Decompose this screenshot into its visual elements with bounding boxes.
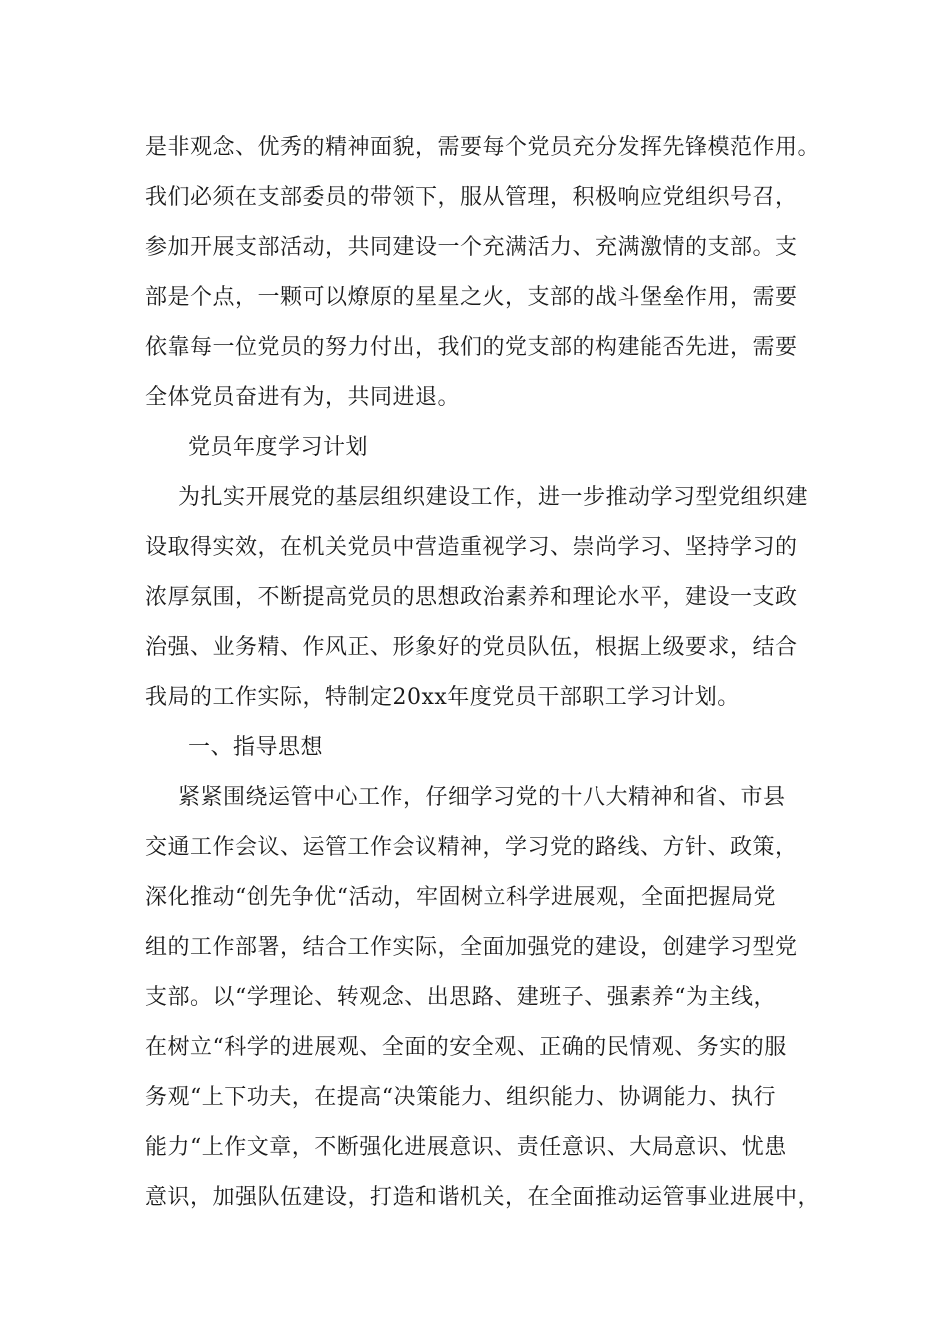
paragraph-line: 设取得实效，在机关党员中营造重视学习、崇尚学习、坚持学习的 (145, 535, 798, 560)
paragraph-line: 意识，加强队伍建设，打造和谐机关，在全面推动运管事业进展中， (145, 1185, 821, 1210)
paragraph-line: 务观“上下功夫，在提高“决策能力、组织能力、协调能力、执行 (145, 1085, 776, 1110)
paragraph-line: 治强、业务精、作风正、形象好的党员队伍，根据上级要求，结合 (145, 635, 798, 660)
paragraph-line: 组的工作部署，结合工作实际，全面加强党的建设，创建学习型党 (145, 935, 798, 960)
paragraph-line: 能力“上作文章，不断强化进展意识、责任意识、大局意识、忧患 (145, 1135, 787, 1160)
section-heading: 党员年度学习计划 (188, 435, 369, 460)
paragraph-line: 是非观念、优秀的精神面貌，需要每个党员充分发挥先锋模范作用。 (145, 135, 821, 160)
paragraph-line: 部是个点，一颗可以燎原的星星之火，支部的战斗堡垒作用，需要 (145, 285, 798, 310)
paragraph-line: 深化推动“创先争优“活动，牢固树立科学进展观，全面把握局党 (145, 885, 776, 910)
paragraph-line: 交通工作会议、运管工作会议精神，学习党的路线、方针、政策， (145, 835, 798, 860)
paragraph-line: 为扎实开展党的基层组织建设工作，进一步推动学习型党组织建 (178, 485, 809, 510)
paragraph-line: 全体党员奋进有为，共同进退。 (145, 385, 461, 410)
paragraph-line: 支部。以“学理论、转观念、出思路、建班子、强素养“为主线， (145, 985, 776, 1010)
paragraph-line: 浓厚氛围，不断提高党员的思想政治素养和理论水平，建设一支政 (145, 585, 798, 610)
section-heading: 一、指导思想 (188, 735, 324, 760)
paragraph-line: 我们必须在支部委员的带领下，服从管理，积极响应党组织号召， (145, 185, 798, 210)
paragraph-line: 依靠每一位党员的努力付出，我们的党支部的构建能否先进，需要 (145, 335, 798, 360)
paragraph-line: 紧紧围绕运管中心工作，仔细学习党的十八大精神和省、市县 (178, 785, 786, 810)
paragraph-line: 我局的工作实际，特制定20xx年度党员干部职工学习计划。 (145, 685, 740, 710)
paragraph-line: 在树立“科学的进展观、全面的安全观、正确的民情观、务实的服 (145, 1035, 787, 1060)
paragraph-line: 参加开展支部活动，共同建设一个充满活力、充满激情的支部。支 (145, 235, 798, 260)
